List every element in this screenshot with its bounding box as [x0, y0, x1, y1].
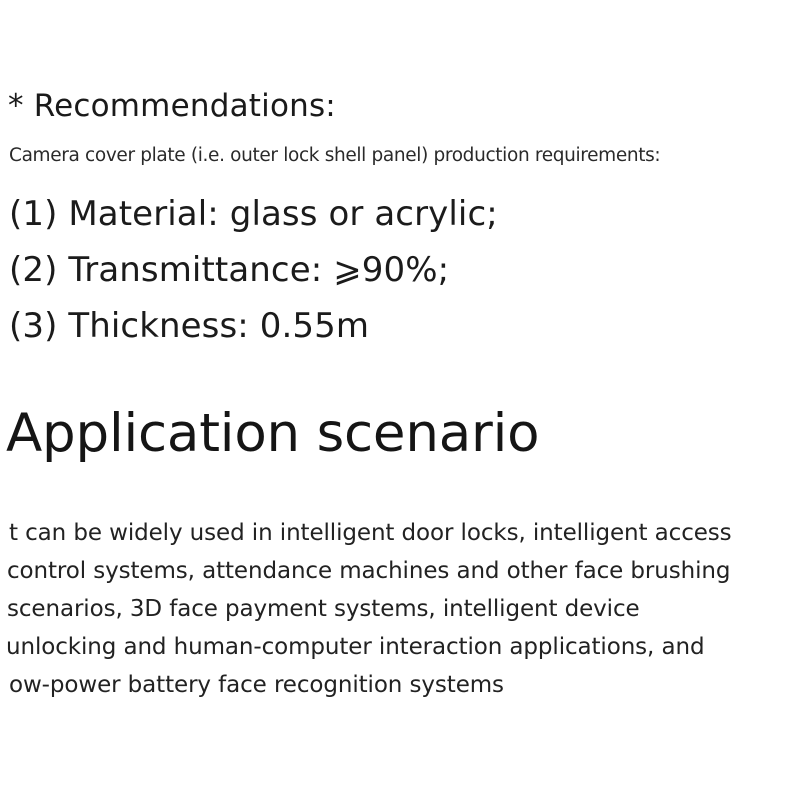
paragraph-line: control systems, attendance machines and other face brushing	[7, 558, 731, 584]
requirement-transmittance: (2) Transmittance: ⩾90%;	[9, 250, 450, 290]
requirements-list	[9, 186, 498, 354]
paragraph-line: scenarios, 3D face payment systems, intelligent device	[7, 596, 640, 622]
paragraph-line: unlocking and human-computer interaction applications, and	[6, 634, 705, 660]
requirement-thickness: (3) Thickness: 0.55m	[9, 306, 370, 346]
recommendations-subtitle: Camera cover plate (i.e. outer lock shell panel) production requirements:	[9, 145, 661, 166]
paragraph-line: ow-power battery face recognition systems	[9, 672, 504, 698]
application-scenario-paragraph	[0, 514, 800, 704]
recommendations-heading: * Recommendations:	[8, 88, 336, 124]
application-scenario-heading: Application scenario	[6, 403, 540, 464]
requirement-material: (1) Material: glass or acrylic;	[9, 194, 498, 234]
paragraph-line: t can be widely used in intelligent door locks, intelligent access	[9, 520, 732, 546]
